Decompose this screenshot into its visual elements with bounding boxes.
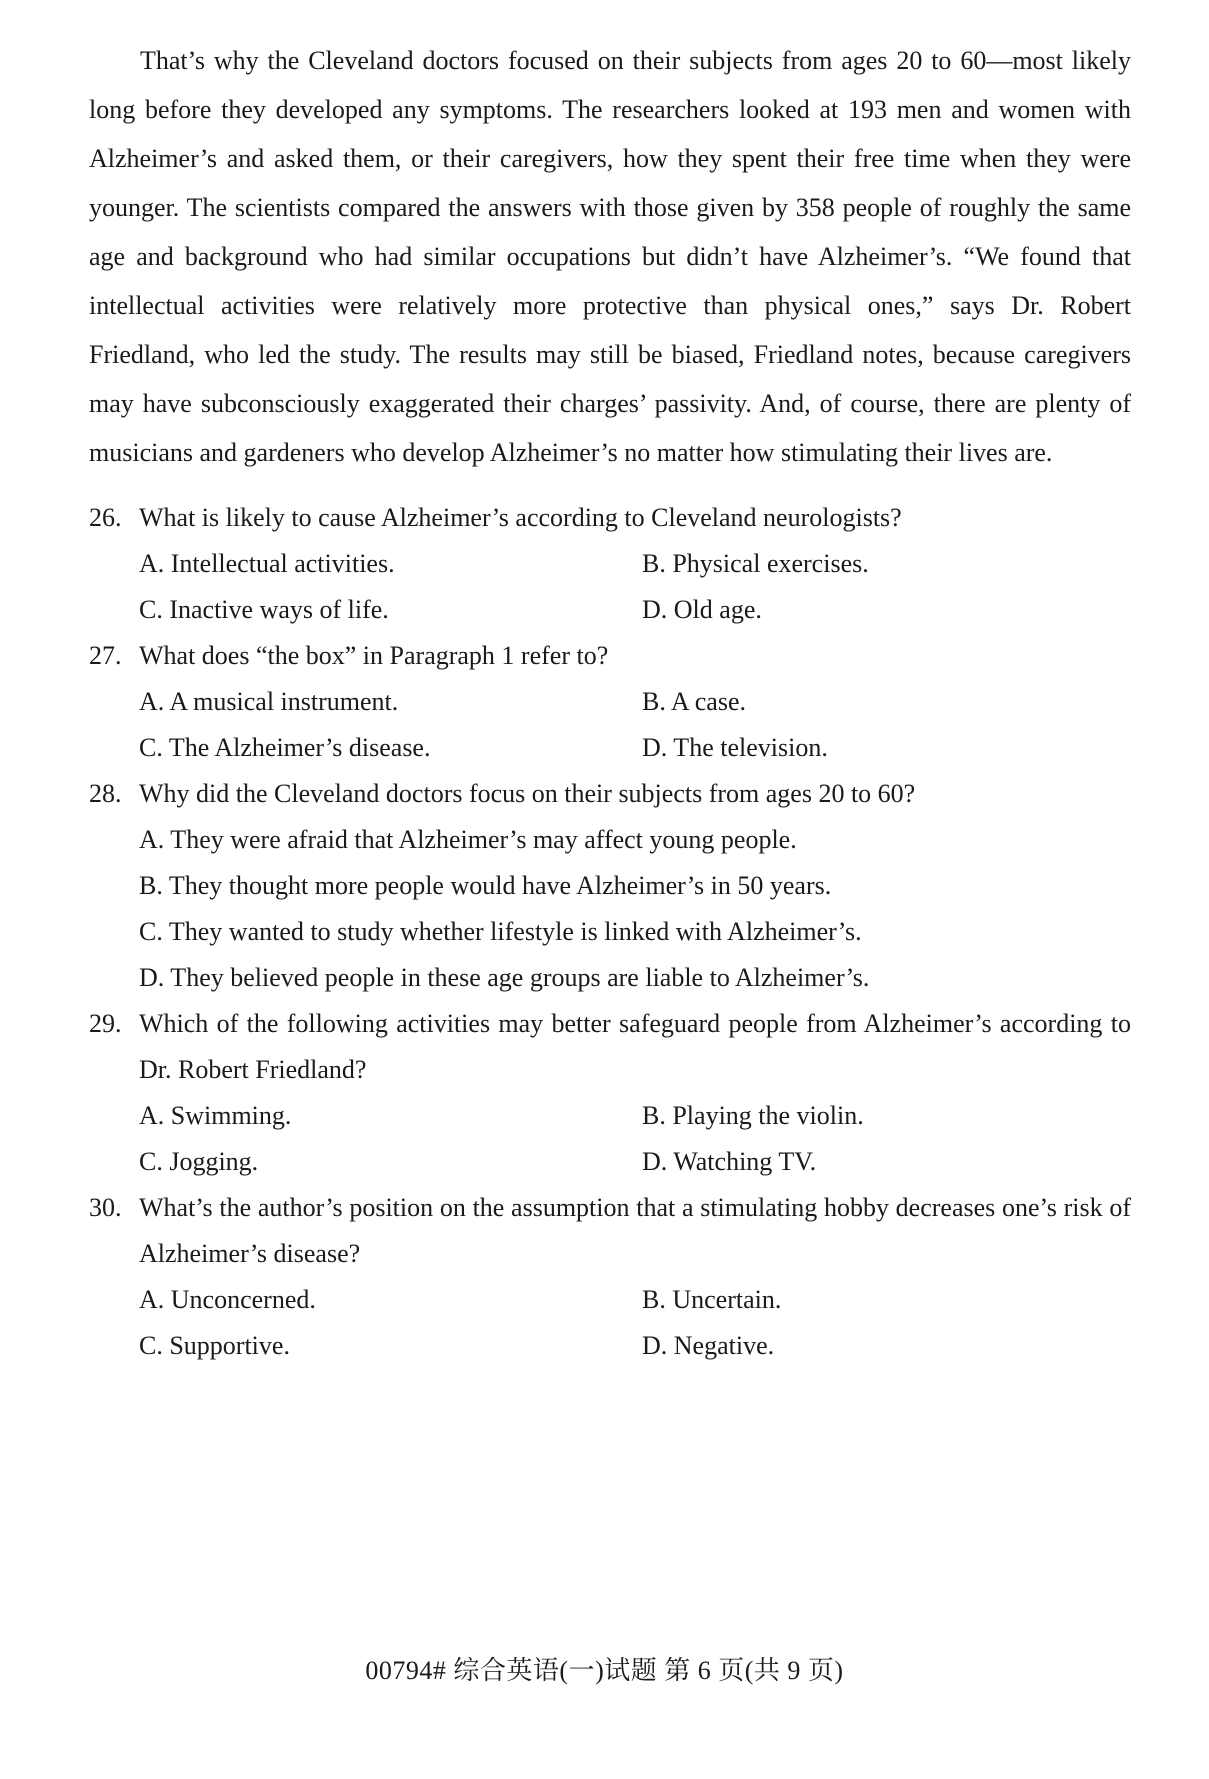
answer-options: [89, 679, 1131, 771]
option-d: D. Negative.: [642, 1331, 775, 1360]
question-27: [89, 633, 1131, 771]
answer-options: [89, 541, 1131, 633]
option-d: D. They believed people in these age groups are liable to Alzheimer’s.: [139, 963, 870, 992]
question-text: What does “the box” in Paragraph 1 refer to?: [139, 641, 609, 670]
question-number: 29.: [89, 1009, 122, 1038]
option-d: D. The television.: [642, 733, 828, 762]
answer-options: [89, 1277, 1131, 1369]
question-stem: [89, 633, 1131, 679]
exam-page: [89, 36, 1131, 1369]
question-text: What’s the author’s position on the assumption that a stimulating hobby decreases one’s risk of Alzheimer’s disease?: [139, 1193, 1131, 1268]
question-29: [89, 1001, 1131, 1185]
option-b: B. Playing the violin.: [642, 1101, 864, 1130]
question-26: [89, 495, 1131, 633]
question-text: What is likely to cause Alzheimer’s according to Cleveland neurologists?: [139, 503, 902, 532]
option-d: D. Old age.: [642, 595, 762, 624]
question-number: 27.: [89, 641, 122, 670]
question-text: Which of the following activities may better safeguard people from Alzheimer’s according to Dr. Robert Friedland?: [139, 1009, 1131, 1084]
option-b: B. A case.: [642, 687, 746, 716]
option-a: A. They were afraid that Alzheimer’s may affect young people.: [139, 825, 797, 854]
option-a: A. Intellectual activities.: [139, 549, 395, 578]
option-c: C. Supportive.: [139, 1331, 290, 1360]
question-list: [89, 495, 1131, 1369]
option-c: C. Inactive ways of life.: [139, 595, 389, 624]
question-stem: [89, 495, 1131, 541]
question-stem: [89, 1001, 1131, 1093]
answer-options: [89, 1093, 1131, 1185]
option-b: B. Physical exercises.: [642, 549, 869, 578]
question-number: 26.: [89, 503, 122, 532]
option-a: A. Swimming.: [139, 1101, 292, 1130]
option-d: D. Watching TV.: [642, 1147, 817, 1176]
question-text: Why did the Cleveland doctors focus on their subjects from ages 20 to 60?: [139, 779, 916, 808]
option-a: A. Unconcerned.: [139, 1285, 316, 1314]
option-c: C. The Alzheimer’s disease.: [139, 733, 431, 762]
reading-passage: That’s why the Cleveland doctors focused on their subjects from ages 20 to 60—most likely long before they developed any symptoms. The researchers looked at 193 men and women with Alzheimer’s and asked them, or their caregivers, how they spent their free time when they were younger. The scientists compared the answers with those given by 358 people of roughly the same age and background who had similar occupations but didn’t have Alzheimer’s. “We found that intellectual activities were relatively more protective than physical ones,” says Dr. Robert Friedland, who led the study. The results may still be biased, Friedland notes, because caregivers may have subconsciously exaggerated their charges’ passivity. And, of course, there are plenty of musicians and gardeners who develop Alzheimer’s no matter how stimulating their lives are.: [89, 46, 1131, 467]
question-stem: [89, 771, 1131, 817]
question-number: 28.: [89, 779, 122, 808]
answer-options: [89, 817, 1131, 1001]
question-stem: [89, 1185, 1131, 1277]
question-28: [89, 771, 1131, 1001]
option-c: C. Jogging.: [139, 1147, 259, 1176]
option-b: B. They thought more people would have Alzheimer’s in 50 years.: [139, 871, 832, 900]
question-30: [89, 1185, 1131, 1369]
question-number: 30.: [89, 1193, 122, 1222]
option-c: C. They wanted to study whether lifestyle is linked with Alzheimer’s.: [139, 917, 862, 946]
option-a: A. A musical instrument.: [139, 687, 399, 716]
page-footer: 00794# 综合英语(一)试题 第 6 页(共 9 页): [365, 1656, 844, 1685]
option-b: B. Uncertain.: [642, 1285, 782, 1314]
